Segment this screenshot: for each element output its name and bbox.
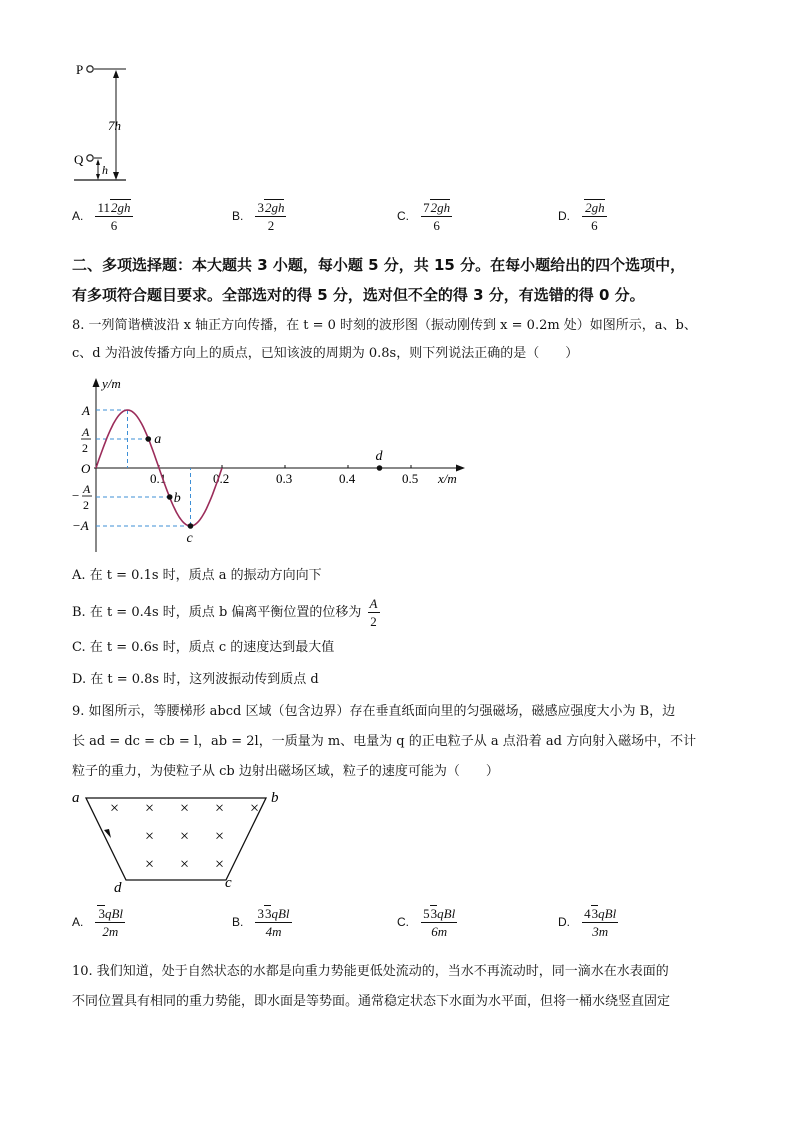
- point-c: [188, 523, 194, 529]
- x-axis-label: x/m: [438, 471, 457, 486]
- ytick-negA: −A: [72, 518, 89, 533]
- distance-7h-label: 7h: [108, 118, 121, 133]
- ytick-neghalf-num: A: [83, 482, 91, 496]
- q10-stem-line2: 不同位置具有相同的重力势能，即水面是等势面。通常稳定状态下水面为水平面，但将一桶水绕竖直固定: [72, 994, 671, 1009]
- field-mark-r0-c4: ×: [250, 800, 260, 817]
- q8-option-a[interactable]: A. 在 t = 0.1s 时，质点 a 的振动方向向下: [72, 568, 322, 583]
- point-q-label: Q: [74, 152, 84, 167]
- field-mark-r1-c0: ×: [145, 828, 155, 845]
- xtick-0.4: 0.4: [339, 471, 356, 486]
- corner-c: c: [225, 875, 232, 891]
- field-mark-r1-c1: ×: [180, 828, 190, 845]
- field-mark-r2-c1: ×: [180, 856, 190, 873]
- ytick-half-den: 2: [82, 441, 88, 455]
- q7-option-d[interactable]: D. $\frac{2gh}{6}$: [558, 200, 605, 233]
- point-d: [377, 465, 383, 471]
- q9-option-c[interactable]: C. $\frac{\text{53qBl}}{6m}$: [397, 906, 456, 939]
- wave-chart: [72, 372, 472, 560]
- point-label-a: a: [154, 432, 162, 447]
- corner-d: d: [114, 880, 122, 894]
- field-mark-r0-c2: ×: [180, 800, 190, 817]
- q9-stem-line1: 9. 如图所示，等腰梯形 abcd 区域（包含边界）存在垂直纸面向里的匀强磁场，磁感应强度大小为 B，边: [72, 704, 676, 719]
- xtick-0.5: 0.5: [402, 471, 419, 486]
- field-mark-r2-c2: ×: [215, 856, 225, 873]
- q8-stem-line1: 8. 一列简谐横波沿 x 轴正方向传播，在 t = 0 时刻的波形图（振动刚传到 x = 0.2m 处）如图所示，a、b、: [72, 318, 697, 333]
- ytick-neg-sign: −: [72, 488, 80, 503]
- q7-option-c[interactable]: C. $\frac{72gh}{6}$: [397, 200, 451, 233]
- field-mark-r0-c0: ×: [110, 800, 120, 817]
- xtick-0.3: 0.3: [276, 471, 293, 486]
- point-b: [167, 494, 173, 500]
- ytick-half-num: A: [82, 425, 90, 439]
- trapezoid-field-figure: [66, 786, 296, 894]
- section-heading-line2: 有多项符合题目要求。全部选对的得 5 分，选对但不全的得 3 分，有选错的得 0 分。: [72, 286, 645, 304]
- y-axis-label: y/m: [102, 376, 121, 391]
- ytick-A: A: [82, 403, 90, 418]
- corner-b: b: [271, 790, 279, 806]
- q9-stem-line3: 粒子的重力，为使粒子从 cb 边射出磁场区域，粒子的速度可能为（ ）: [72, 764, 499, 779]
- q7-option-a[interactable]: A. $\frac{112gh}{6}$: [72, 200, 131, 233]
- xtick-0.1: 0.1: [150, 471, 167, 486]
- q8-option-b[interactable]: B. 在 t = 0.4s 时，质点 b 偏离平衡位置的位移为 $\frac{A}{2}$: [72, 596, 378, 629]
- drop-height-figure: [70, 58, 140, 188]
- q8-option-c[interactable]: C. 在 t = 0.6s 时，质点 c 的速度达到最大值: [72, 640, 335, 655]
- xtick-0.2: 0.2: [213, 471, 230, 486]
- field-mark-r1-c2: ×: [215, 828, 225, 845]
- q10-stem-line1: 10. 我们知道，处于自然状态的水都是向重力势能更低处流动的，当水不再流动时，同一滴水在水表面的: [72, 964, 669, 979]
- q8-option-d[interactable]: D. 在 t = 0.8s 时，这列波振动传到质点 d: [72, 672, 319, 687]
- point-label-c: c: [186, 531, 193, 546]
- point-p-label: P: [76, 62, 84, 77]
- point-a: [145, 436, 151, 442]
- field-mark-r0-c1: ×: [145, 800, 155, 817]
- q9-option-a[interactable]: A. $\frac{\text{3qBl}}{2m}$: [72, 906, 124, 939]
- q9-option-d[interactable]: D. $\frac{\text{43qBl}}{3m}$: [558, 906, 617, 939]
- ball-q: [87, 155, 93, 161]
- ytick-neghalf-den: 2: [83, 498, 89, 512]
- point-label-d: d: [375, 449, 383, 464]
- point-label-b: b: [173, 491, 181, 506]
- q8-stem-line2: c、d 为沿波传播方向上的质点，已知该波的周期为 0.8s，则下列说法正确的是（ ）: [72, 346, 579, 361]
- q9-stem-line2: 长 ad = dc = cb = l，ab = 2l，一质量为 m、电量为 q 的正电粒子从 a 点沿着 ad 方向射入磁场中，不计: [72, 734, 697, 749]
- ball-p: [87, 66, 93, 72]
- field-mark-r0-c3: ×: [215, 800, 225, 817]
- q9-option-b[interactable]: B. $\frac{\text{33qBl}}{4m}$: [232, 906, 290, 939]
- section-heading-line1: 二、多项选择题：本大题共 3 小题，每小题 5 分，共 15 分。在每小题给出的四个选项中，: [72, 256, 686, 274]
- distance-h-label: h: [102, 163, 108, 177]
- field-mark-r2-c0: ×: [145, 856, 155, 873]
- corner-a: a: [72, 790, 80, 806]
- origin-label: O: [81, 461, 91, 476]
- q7-option-b[interactable]: B. $\frac{32gh}{2}$: [232, 200, 285, 233]
